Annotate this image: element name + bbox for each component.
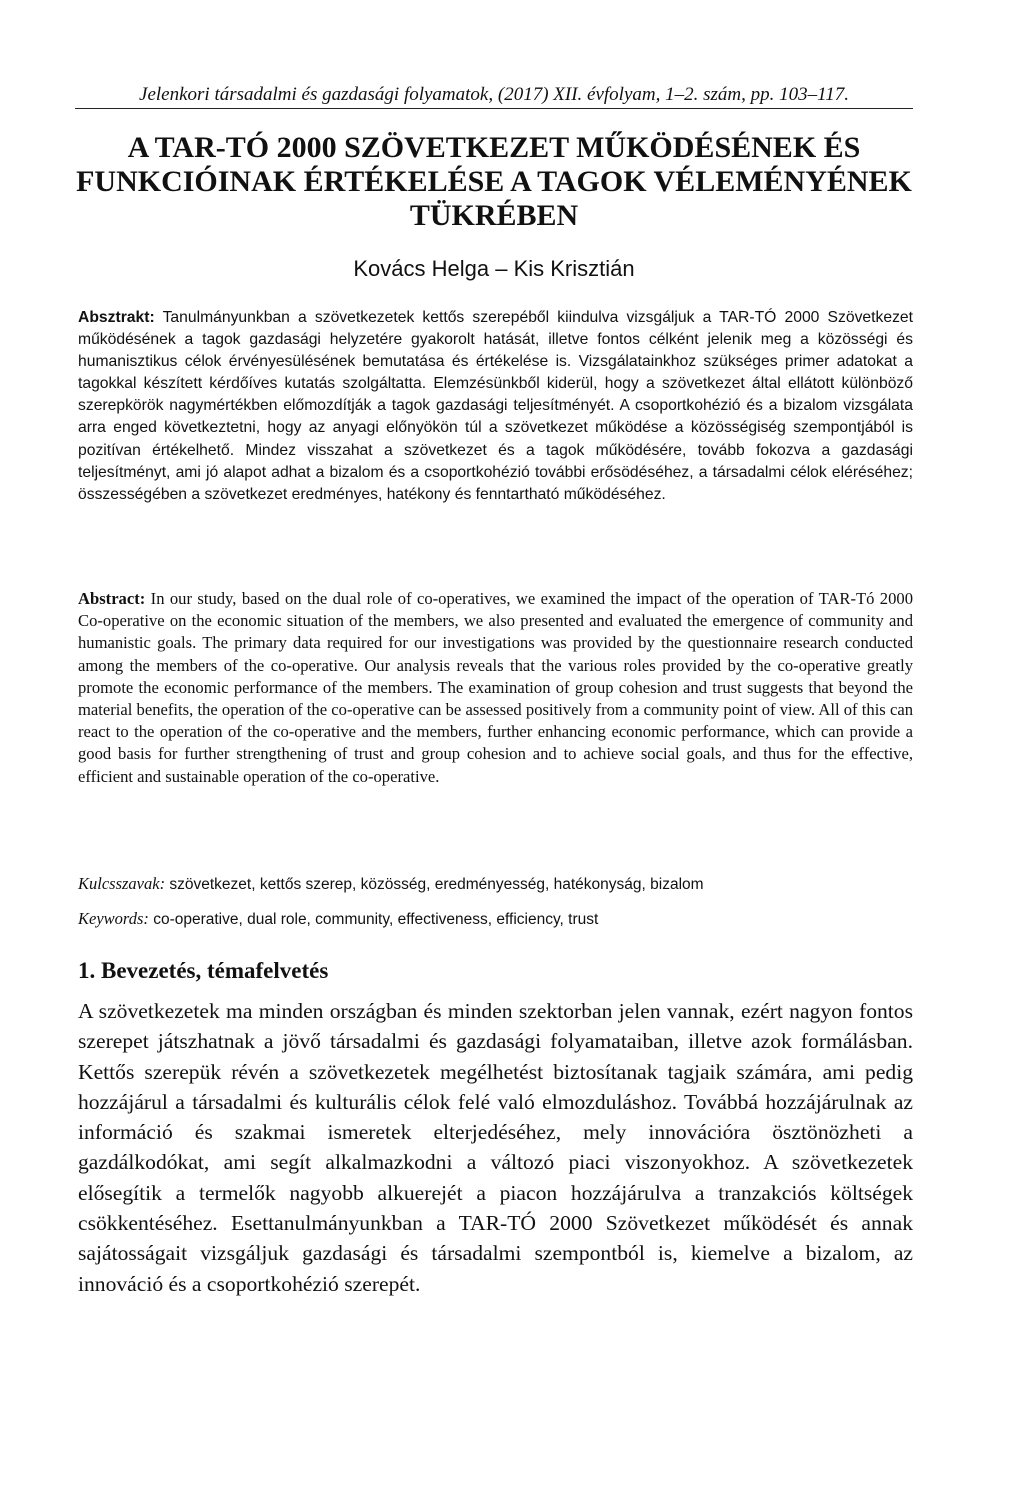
abstract-hu-text: Tanulmányunkban a szövetkezetek kettős szerepéből kiindulva vizsgáljuk a TAR-TÓ 2000 Szövetkezet működésének a tagok gazdasági helyzetére gyakorolt hatását, illetve fontos célként jelenik meg a közösségi és humanisztikus célok érvényesülésének bemutatása és értékelése is. Vizsgálatainkhoz szükséges primer adatokat a tagokkal készített kérdőíves kutatás szolgáltatta. Elemzésünkből kiderül, hogy a szövetkezet által ellátott különböző szerepkörök nagymértékben előmozdítják a tagok gazdasági teljesítményét. A csoportkohézió és a bizalom vizsgálata arra enged következtetni, hogy az anyagi előnyökön túl a szövetkezet működése a közösségiség szempontjából is pozitívan értékelhető. Mindez visszahat a szövetkezet és a tagok működésére, tovább fokozva a gazdasági teljesítményt, ami jó alapot adhat a bizalom és a csoportkohézió további erősödéséhez, a társadalmi célok eléréséhez; összességében a szövetkezet eredményes, hatékony és fenntartható működéséhez. — [78, 309, 913, 503]
keywords-hu-text: szövetkezet, kettős szerep, közösség, eredményesség, hatékonyság, bizalom — [165, 876, 704, 893]
section-heading: 1. Bevezetés, témafelvetés — [78, 958, 329, 983]
intro-paragraph: A szövetkezetek ma minden országban és minden szektorban jelen vannak, ezért nagyon fontos szerepet játszhatnak a jövő társadalmi és gazdasági folyamataiban, illetve azok formálásban. Kettős szerepük révén a szövetkezetek megélhetést biztosítanak tagjaik számára, ami pedig hozzájárul a társadalmi és kulturális célok felé való elmozduláshoz. Továbbá hozzájárulnak az információ és szakmai ismeretek elterjedéséhez, mely innovációra ösztönözheti a gazdálkodókat, ami segít alkalmazkodni a változó piaci viszonyokhoz. A szövetkezetek elősegítik a termelők nagyobb alkuerejét a piacon hozzájárulva a tranzakciós költségek csökkentéséhez. Esettanulmányunkban a TAR-TÓ 2000 Szövetkezet működését és annak sajátosságait vizsgáljuk gazdasági és társadalmi szempontból is, kiemelve a bizalom, az innováció és a csoportkohézió szerepét. — [78, 999, 913, 1296]
keywords-english — [78, 909, 913, 929]
title-line-1: A TAR-TÓ 2000 SZÖVETKEZET MŰKÖDÉSÉNEK ÉS — [127, 131, 861, 164]
abstract-en-label: Abstract: — [78, 589, 146, 608]
abstract-hungarian — [78, 307, 913, 506]
journal-header: Jelenkori társadalmi és gazdasági folyamatok, (2017) XII. évfolyam, 1–2. szám, pp. 103–117. — [75, 84, 913, 109]
keywords-hu-label: Kulcsszavak: — [78, 874, 166, 893]
title-line-2: FUNKCIÓINAK ÉRTÉKELÉSE A TAGOK VÉLEMÉNYÉNEK — [76, 165, 912, 198]
authors: Kovács Helga – Kis Krisztián — [353, 256, 635, 281]
abstract-en-text: In our study, based on the dual role of co-operatives, we examined the impact of the operation of TAR-Tó 2000 Co-operative on the economic situation of the members, we also presented and evaluated the emergence of community and humanistic goals. The primary data required for our investigations was provided by the questionnaire research conducted among the members of the co-operative. Our analysis reveals that the various roles provided by the co-operative greatly promote the economic performance of the members. The examination of group cohesion and trust suggests that beyond the material benefits, the operation of the co-operative can be assessed positively from a community point of view. All of this can react to the operation of the co-operative and the members, further enhancing economic performance, which can provide a good basis for further strengthening of trust and group cohesion and to achieve social goals, and thus for the effective, efficient and sustainable operation of the co-operative. — [78, 589, 913, 786]
abstract-hu-label: Absztrakt: — [78, 309, 155, 326]
keywords-en-label: Keywords: — [78, 909, 149, 928]
title-line-3: TÜKRÉBEN — [409, 199, 579, 232]
article-title — [75, 131, 913, 233]
keywords-hungarian — [78, 874, 913, 894]
keywords-en-text: co-operative, dual role, community, effectiveness, efficiency, trust — [148, 911, 599, 928]
abstract-english — [78, 588, 913, 788]
